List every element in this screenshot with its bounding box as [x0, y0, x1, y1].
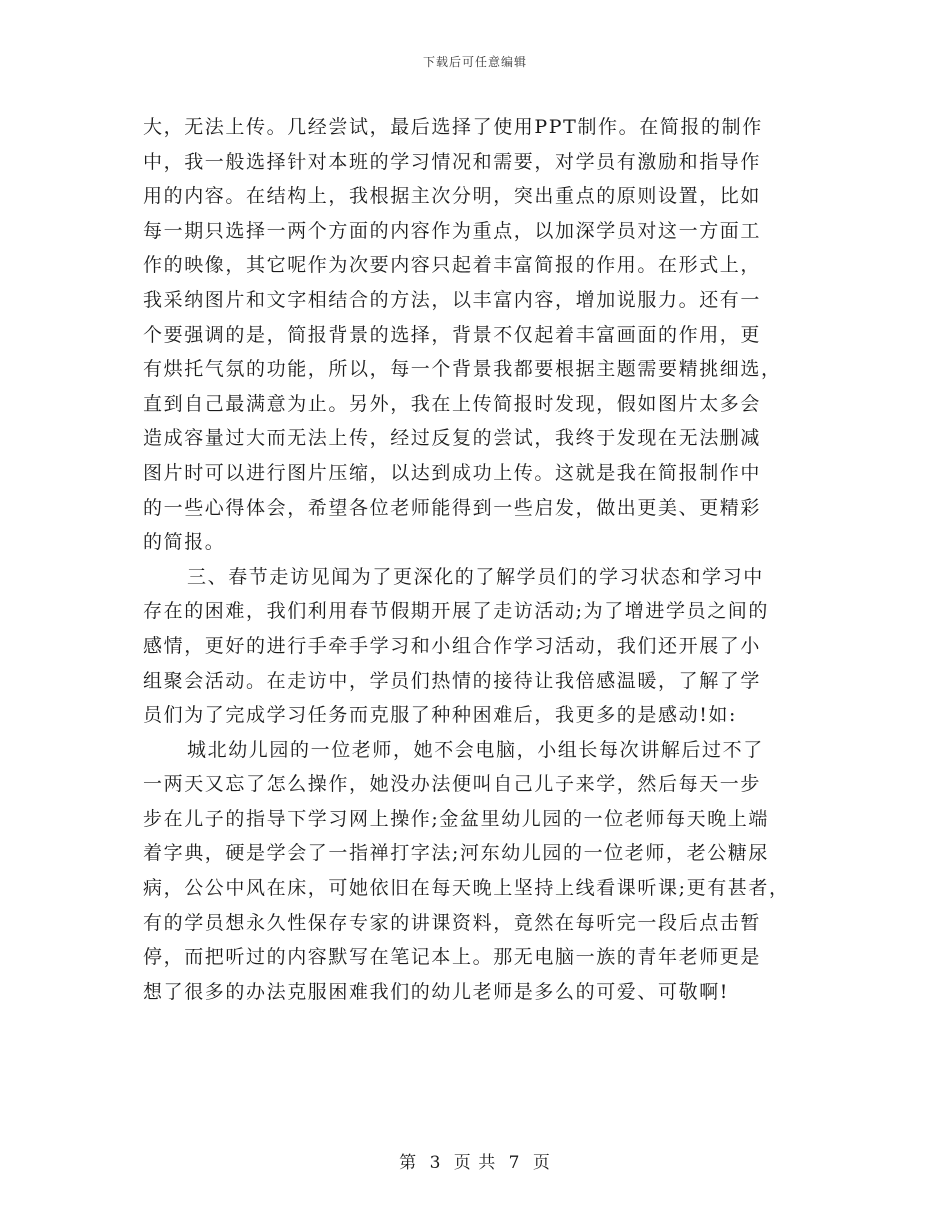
footer-page-number: 3	[429, 1153, 442, 1173]
text-line: 有的学员想永久性保存专家的讲课资料，竟然在每听完一段后点击暂	[143, 911, 762, 934]
footer-total-pages: 7	[508, 1153, 521, 1173]
page-footer	[0, 1148, 950, 1173]
text-line-indented: 城北幼儿园的一位老师，她不会电脑，小组长每次讲解后过不了	[187, 738, 764, 761]
text-line: 想了很多的办法克服困难我们的幼儿老师是多么的可爱、可敬啊!	[143, 980, 730, 1003]
text-line: 员们为了完成学习任务而克服了种种困难后，我更多的是感动!如:	[143, 704, 738, 727]
text-line: 作的映像，其它呢作为次要内容只起着丰富简报的作用。在形式上，	[143, 254, 762, 277]
text-line: 着字典，硬是学会了一指禅打字法;河东幼儿园的一位老师，老公糖尿	[143, 842, 770, 865]
document-body	[143, 110, 808, 1009]
text-line: 大，无法上传。几经尝试，最后选择了使用PPT制作。在简报的制作	[143, 116, 763, 138]
footer-suffix: 页	[532, 1153, 551, 1173]
text-line: 中，我一般选择针对本班的学习情况和需要，对学员有激励和指导作	[143, 150, 762, 173]
header-text: 下载后可任意编辑	[422, 55, 527, 69]
text-line: 直到自己最满意为止。另外，我在上传简报时发现，假如图片太多会	[143, 392, 762, 415]
text-line: 存在的困难，我们利用春节假期开展了走访活动;为了增进学员之间的	[143, 600, 770, 623]
page-header	[0, 53, 950, 70]
text-line: 有烘托气氛的功能，所以，每一个背景我都要根据主题需要精挑细选，	[143, 358, 782, 381]
text-line: 的简报。	[143, 531, 226, 554]
text-line: 感情，更好的进行手牵手学习和小组合作学习活动，我们还开展了小	[143, 634, 762, 657]
text-line-indented: 三、春节走访见闻为了更深化的了解学员们的学习状态和学习中	[187, 565, 764, 588]
text-line: 一两天又忘了怎么操作，她没办法便叫自己儿子来学，然后每天一步	[143, 773, 762, 796]
text-line: 我采纳图片和文字相结合的方法，以丰富内容，增加说服力。还有一	[143, 288, 762, 311]
text-line: 停，而把听过的内容默写在笔记本上。那无电脑一族的青年老师更是	[143, 946, 762, 969]
text-line: 病，公公中风在床，可她依旧在每天晚上坚持上线看课听课;更有甚者，	[143, 877, 790, 900]
text-line: 个要强调的是，简报背景的选择，背景不仅起着丰富画面的作用，更	[143, 323, 762, 346]
text-line: 造成容量过大而无法上传，经过反复的尝试，我终于发现在无法删减	[143, 427, 762, 450]
text-line: 图片时可以进行图片压缩，以达到成功上传。这就是我在简报制作中	[143, 461, 762, 484]
text-line: 的一些心得体会，希望各位老师能得到一些启发，做出更美、更精彩	[143, 496, 762, 519]
text-line: 每一期只选择一两个方面的内容作为重点，以加深学员对这一方面工	[143, 219, 762, 242]
text-line: 用的内容。在结构上，我根据主次分明，突出重点的原则设置，比如	[143, 185, 762, 208]
text-line: 组聚会活动。在走访中，学员们热情的接待让我倍感温暖，了解了学	[143, 669, 762, 692]
footer-prefix: 第	[399, 1153, 418, 1173]
text-line: 步在儿子的指导下学习网上操作;金盆里幼儿园的一位老师每天晚上端	[143, 807, 770, 830]
footer-middle: 页 共	[453, 1153, 497, 1173]
